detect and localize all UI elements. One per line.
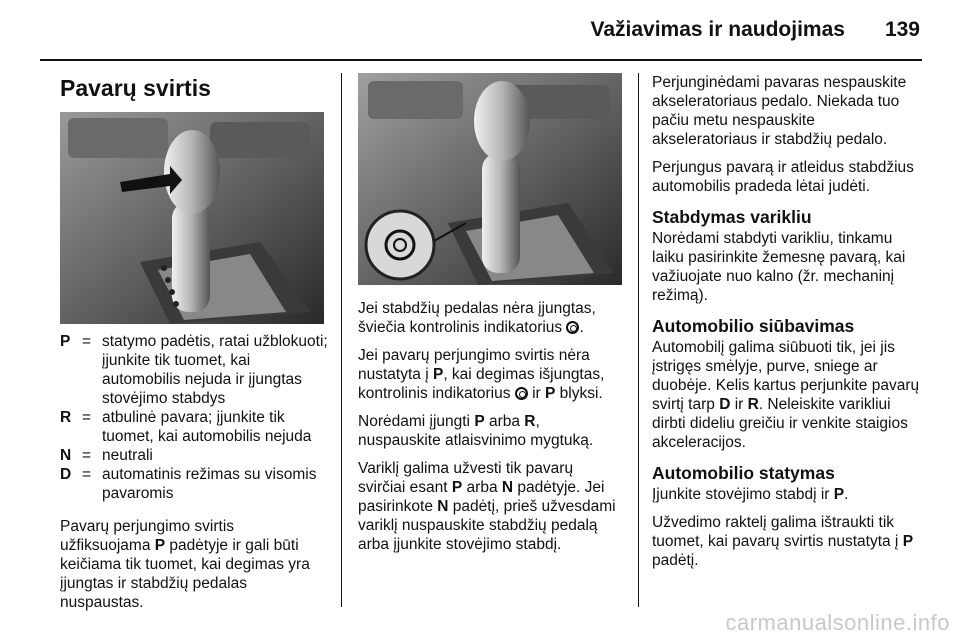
column-1 (60, 73, 328, 621)
definition-row: P = statymo padėtis, ratai užblokuoti; įjunkite tik tuomet, kai automobilis nejuda ir įjungtas stovėjimo stabdys (60, 333, 328, 407)
section-heading: Pavarų svirtis (60, 75, 211, 101)
column-3 (652, 73, 924, 579)
definition-row: N = neutrali (60, 447, 153, 464)
paragraph: Įjunkite stovėjimo stabdį ir P. (652, 486, 849, 503)
brake-indicator-illustration (358, 73, 622, 285)
brake-indicator-icon (515, 387, 528, 400)
watermark[interactable]: carmanualsonline.info (725, 610, 950, 635)
paragraph: Automobilį galima siūbuoti tik, jei jis įstrigęs smėlyje, purve, sniege ar duobėje. Kelis kartus perjunkite pavarų svirtį tarp D ir R. Neleiskite varikliui dirbti dideliu greičiu ir venkite staigios akceleracijos. (652, 339, 920, 451)
definition-row: R = atbulinė pavara; įjunkite tik tuomet, kai automobilis nejuda (60, 409, 312, 445)
paragraph: Norėdami įjungti P arba R, nuspauskite atlaisvinimo mygtuką. (358, 413, 594, 449)
paragraph: Norėdami stabdyti varikliu, tinkamu laiku pasirinkite žemesnę pavarą, kai važiuojate nuo kalno (žr. mechaninį režimą). (652, 230, 906, 304)
paragraph: Pavarų perjungimo svirtis užfiksuojama P padėtyje ir gali būti keičiama tik tuomet, kai degimas yra įjungtas ir stabdžių pedalas nuspaustas. (60, 518, 310, 611)
definition-row: D = automatinis režimas su visomis pavaromis (60, 466, 317, 502)
column-divider-1 (341, 73, 342, 607)
page-header (591, 18, 921, 42)
paragraph: Perjunginėdami pavaras nespauskite akseleratoriaus pedalo. Niekada tuo pačiu metu nespauskite akseleratoriaus ir stabdžių pedalo. (652, 74, 907, 148)
gear-lever-photo (60, 112, 324, 324)
paragraph: Variklį galima užvesti tik pavarų svirčiai esant P arba N padėtyje. Jei pasirinkote N padėtį, prieš užvesdami variklį nuspauskite stabdžių pedalą arba įjunkite stovėjimo stabdį. (358, 460, 616, 553)
paragraph: Perjungus pavarą ir atleidus stabdžius automobilis pradeda lėtai judėti. (652, 159, 914, 195)
subheading: Automobilio statymas (652, 463, 835, 483)
subheading: Stabdymas varikliu (652, 207, 812, 227)
page-number: 139 (884, 18, 920, 41)
brake-indicator-icon (566, 321, 579, 334)
header-rule (40, 59, 922, 61)
brake-indicator-photo (358, 73, 622, 285)
gear-definitions (60, 332, 328, 503)
paragraph: Jei stabdžių pedalas nėra įjungtas, šviečia kontrolinis indikatorius . (358, 300, 596, 336)
gear-lever-illustration (60, 112, 324, 324)
paragraph: Užvedimo raktelį galima ištraukti tik tuomet, kai pavarų svirtis nustatyta į P padėtį. (652, 514, 914, 569)
section-title-header: Važiavimas ir naudojimas (590, 18, 845, 41)
column-divider-2 (638, 73, 639, 607)
subheading: Automobilio siūbavimas (652, 316, 855, 336)
paragraph: Jei pavarų perjungimo svirtis nėra nustatyta į P, kai degimas išjungtas, kontrolinis indikatorius ir P blyksi. (358, 347, 605, 402)
column-2 (358, 73, 624, 563)
